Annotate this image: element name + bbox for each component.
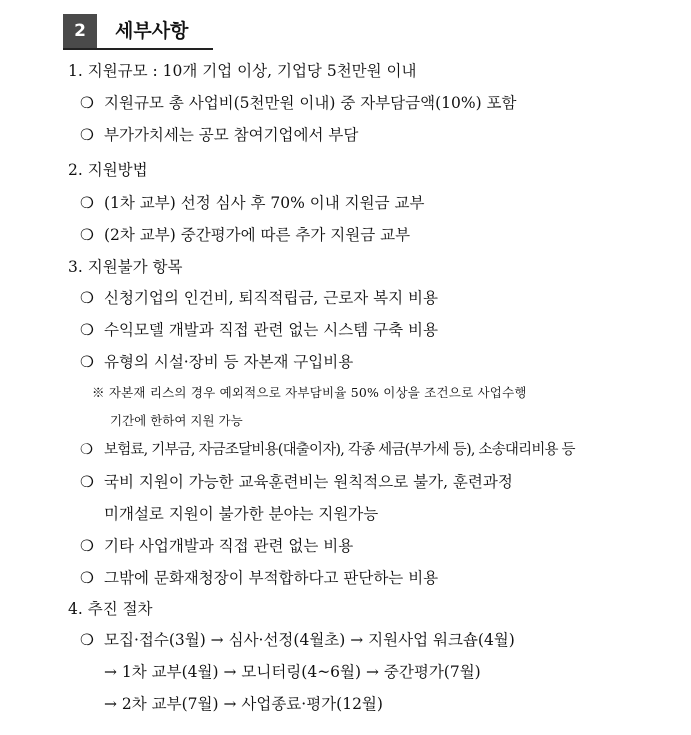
circle-bullet-icon: ❍ bbox=[80, 473, 94, 491]
heading-support-method: 2. 지원방법 bbox=[68, 161, 148, 179]
list-item bbox=[80, 630, 515, 650]
circle-bullet-icon: ❍ bbox=[80, 94, 94, 112]
list-item bbox=[80, 536, 353, 556]
list-item-text: 보험료, 기부금, 자금조달비용(대출이자), 각종 세금(부가세 등), 소송대리비용 등 bbox=[104, 442, 575, 458]
section-title: 세부사항 bbox=[115, 20, 189, 42]
list-item-text: 모집·접수(3월) → 심사·선정(4월초) → 지원사업 워크숍(4월) bbox=[104, 631, 515, 649]
list-item-text: 유형의 시설·장비 등 자본재 구입비용 bbox=[104, 353, 354, 371]
list-item-text: 신청기업의 인건비, 퇴직적립금, 근로자 복지 비용 bbox=[104, 289, 438, 307]
list-item-text: (1차 교부) 선정 심사 후 70% 이내 지원금 교부 bbox=[104, 194, 425, 212]
circle-bullet-icon: ❍ bbox=[80, 353, 94, 371]
list-item bbox=[80, 352, 353, 372]
circle-bullet-icon: ❍ bbox=[80, 321, 94, 339]
heading-support-scale: 1. 지원규모 : 10개 기업 이상, 기업당 5천만원 이내 bbox=[68, 62, 417, 80]
circle-bullet-icon: ❍ bbox=[80, 569, 94, 587]
procedure-step-line: → 2차 교부(7월) → 사업종료·평가(12월) bbox=[104, 695, 383, 713]
list-item-text: (2차 교부) 중간평가에 따른 추가 지원금 교부 bbox=[104, 226, 411, 244]
list-item bbox=[80, 193, 424, 213]
heading-procedure: 4. 추진 절차 bbox=[68, 600, 153, 618]
list-item-text: 수익모델 개발과 직접 관련 없는 시스템 구축 비용 bbox=[104, 321, 438, 339]
list-item-text: 지원규모 총 사업비(5천만원 이내) 중 자부담금액(10%) 포함 bbox=[104, 94, 517, 112]
list-item-text: 기타 사업개발과 직접 관련 없는 비용 bbox=[104, 537, 354, 555]
list-item bbox=[80, 93, 517, 113]
section-header bbox=[63, 14, 213, 50]
note-line: ※ 자본재 리스의 경우 예외적으로 자부담비율 50% 이상을 조건으로 사업수행 bbox=[92, 385, 527, 400]
list-item bbox=[80, 320, 438, 340]
list-item bbox=[80, 225, 410, 245]
list-item bbox=[80, 472, 513, 492]
list-item bbox=[80, 440, 575, 460]
list-item-continued: 미개설로 지원이 불가한 분야는 지원가능 bbox=[104, 505, 379, 523]
circle-bullet-icon: ❍ bbox=[80, 537, 94, 555]
section-number-box: 2 bbox=[63, 14, 97, 48]
circle-bullet-icon: ❍ bbox=[80, 226, 94, 244]
circle-bullet-icon: ❍ bbox=[80, 442, 93, 458]
circle-bullet-icon: ❍ bbox=[80, 631, 94, 649]
list-item bbox=[80, 288, 438, 308]
list-item bbox=[80, 125, 358, 145]
list-item-text: 국비 지원이 가능한 교육훈련비는 원칙적으로 불가, 훈련과정 bbox=[104, 473, 513, 491]
circle-bullet-icon: ❍ bbox=[80, 289, 94, 307]
list-item bbox=[80, 568, 438, 588]
list-item-text: 부가가치세는 공모 참여기업에서 부담 bbox=[104, 126, 359, 144]
note-line-continued: 기간에 한하여 지원 가능 bbox=[110, 413, 243, 428]
procedure-step-line: → 1차 교부(4월) → 모니터링(4~6월) → 중간평가(7월) bbox=[104, 663, 481, 681]
heading-ineligible-items: 3. 지원불가 항목 bbox=[68, 258, 183, 276]
list-item-text: 그밖에 문화재청장이 부적합하다고 판단하는 비용 bbox=[104, 569, 439, 587]
circle-bullet-icon: ❍ bbox=[80, 194, 94, 212]
circle-bullet-icon: ❍ bbox=[80, 126, 94, 144]
